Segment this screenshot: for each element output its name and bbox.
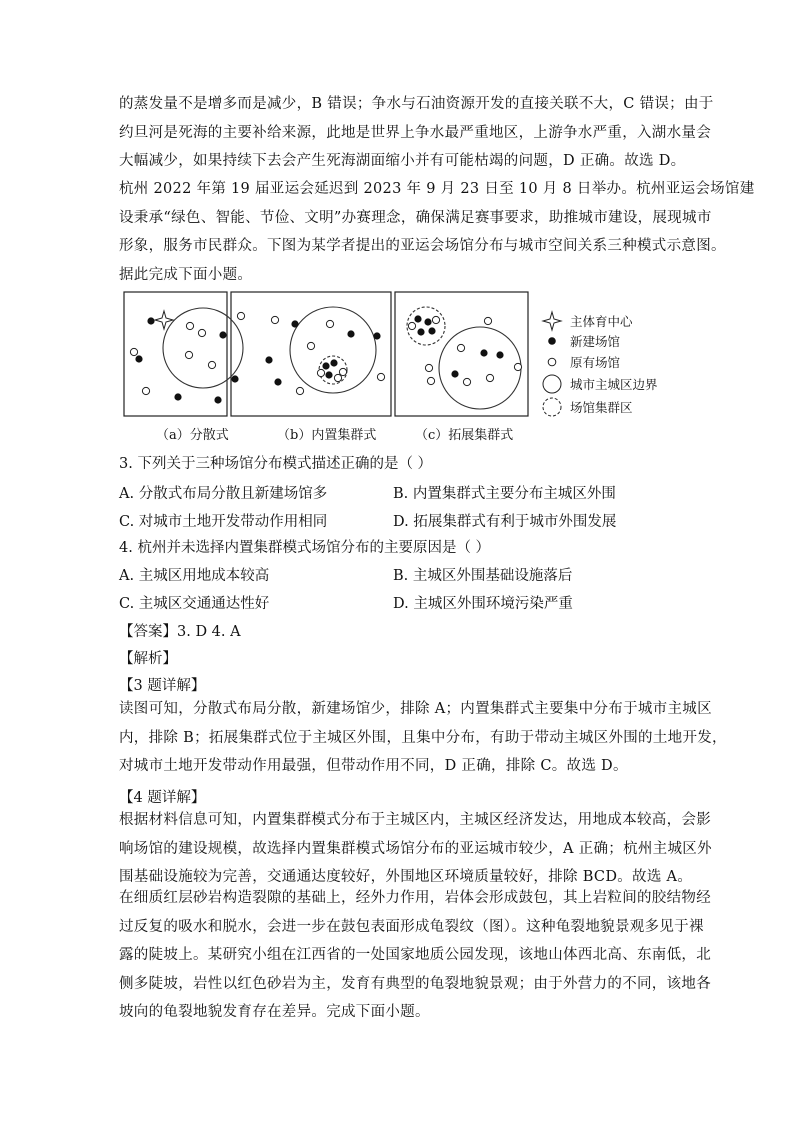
existing-venue (339, 368, 346, 375)
panel-b-frame (231, 292, 391, 416)
text-line: 读图可知，分散式布局分散，新建场馆少，排除 A；内置集群式主要集中分布于城市主城区 (119, 701, 712, 717)
panel-b (265, 307, 384, 395)
q4-stem: 4. 杭州并未选择内置集群模式场馆分布的主要原因是（ ） (119, 540, 491, 556)
text-line: 大幅减少，如果持续下去会产生死海湖面缩小并有可能枯竭的问题，D 正确。故选 D。 (119, 153, 686, 169)
legend-label: 主体育中心 (570, 314, 633, 329)
new-venue (480, 349, 487, 356)
text-line: 侧多陡坡，岩性以红色砂岩为主，发育有典型的龟裂地貌景观；由于外营力的不同，该地各 (119, 975, 711, 992)
existing-venue (425, 364, 432, 371)
q3-option-b: B. 内置集群式主要分布主城区外围 (393, 486, 616, 502)
existing-venue (317, 369, 324, 376)
new-venue (135, 355, 142, 362)
new-venue (274, 378, 281, 385)
q4-option-c: C. 主城区交通通达性好 (119, 596, 270, 612)
new-venue (231, 375, 238, 382)
q4-option-a: A. 主城区用地成本较高 (119, 568, 270, 584)
text-line: 据此完成下面小题。 (119, 266, 253, 283)
existing-venue (186, 322, 193, 329)
main-sports-center-star-icon (155, 311, 173, 329)
existing-venue (208, 361, 215, 368)
filled-dot-icon (548, 337, 556, 345)
new-venue (219, 331, 226, 338)
panel-c (407, 307, 522, 409)
caption-c: （c）拓展集群式 (415, 428, 514, 443)
existing-venue (307, 342, 314, 349)
q3-stem: 3. 下列关于三种场馆分布模式描述正确的是（ ） (119, 456, 433, 472)
text-line: 围基础设施较为完善，交通通达度较好，外围地区环境质量较好，排除 BCD。故选 A。 (119, 869, 693, 885)
new-venue (265, 356, 272, 363)
text-line: 形象，服务市民群众。下图为某学者提出的亚运会场馆分布与城市空间关系三种模式示意图。 (119, 238, 726, 254)
existing-venue (296, 387, 303, 394)
existing-venue (463, 378, 470, 385)
passage-2 (119, 175, 755, 289)
q3-option-d: D. 拓展集群式有利于城市外围发展 (393, 514, 617, 530)
caption-a: （a）分散式 (156, 428, 229, 443)
answer-line: 【答案】3. D 4. A (119, 624, 241, 640)
existing-venue (185, 351, 192, 358)
new-venue (424, 318, 431, 325)
existing-venue (514, 363, 521, 370)
existing-venue (432, 316, 439, 323)
existing-venue (326, 320, 333, 327)
analysis-label: 【解析】 (119, 651, 177, 667)
passage-1 (119, 90, 714, 176)
new-venue (414, 315, 421, 322)
legend-label: 城市主城区边界 (570, 377, 658, 392)
text-line: 在细质红层砂岩构造裂隙的基础上，经外力作用，岩体会形成鼓包，其上岩粒间的胶结物经 (119, 890, 711, 906)
passage-3 (119, 884, 711, 1027)
q3-option-c: C. 对城市土地开发带动作用相同 (119, 514, 328, 530)
text-line: 约旦河是死海的主要补给来源，此地是世界上争水最严重地区，上游争水严重，入湖水量会 (119, 124, 711, 141)
new-venue (322, 362, 329, 369)
open-dot-icon (548, 358, 556, 366)
existing-venue (271, 316, 278, 323)
dashed-circle-icon (543, 398, 561, 416)
detail4-label: 【4 题详解】 (119, 790, 206, 806)
existing-venue (130, 348, 137, 355)
solid-circle-icon (543, 375, 561, 393)
new-venue (417, 328, 424, 335)
text-line: 过反复的吸水和脱水，会进一步在鼓包表面形成龟裂纹（图）。这种龟裂地貌景观多见于裸 (119, 918, 704, 935)
existing-venue (334, 374, 341, 381)
q3-option-a: A. 分散式布局分散且新建场馆多 (119, 486, 328, 502)
legend-label: 场馆集群区 (570, 400, 633, 415)
new-venue (428, 327, 435, 334)
new-venue (330, 359, 337, 366)
q4-option-d: D. 主城区外围环境污染严重 (393, 596, 573, 612)
new-venue (291, 320, 298, 327)
new-venue (214, 396, 221, 403)
text-line: 杭州 2022 年第 19 届亚运会延迟到 2023 年 9 月 23 日至 10 月 8 日举办。杭州亚运会场馆建 (119, 181, 755, 197)
existing-venue (377, 373, 384, 380)
existing-venue (484, 317, 491, 324)
caption-b: （b）内置集群式 (277, 428, 377, 443)
text-line: 设秉承“绿色、智能、节俭、文明”办赛理念，确保满足赛事要求，助推城市建设，展现城市 (119, 209, 712, 226)
detail4-body (119, 806, 712, 892)
text-line: 内，排除 B；拓展集群式位于主城区外围，且集中分布，有助于带动主城区外围的土地开发， (119, 729, 727, 746)
existing-venue (486, 374, 493, 381)
detail3-body (119, 695, 727, 781)
venue-pattern-figure (118, 288, 678, 448)
text-line: 对城市土地开发带动作用最强，但带动作用不同，D 正确，排除 C。故选 D。 (119, 758, 628, 774)
text-line: 根据材料信息可知，内置集群模式分布于主城区内，主城区经济发达，用地成本较高，会影 (119, 812, 711, 828)
new-venue (147, 317, 154, 324)
detail3-label: 【3 题详解】 (119, 678, 206, 694)
q4-option-b: B. 主城区外围基础设施落后 (393, 568, 573, 584)
legend-label: 原有场馆 (570, 355, 621, 370)
new-venue (373, 332, 380, 339)
panel-a (155, 308, 243, 388)
existing-venue (457, 344, 464, 351)
existing-venue (198, 329, 205, 336)
existing-venue (427, 377, 434, 384)
new-venue (174, 393, 181, 400)
city-boundary (439, 327, 521, 409)
legend (543, 312, 658, 416)
new-venue (451, 370, 458, 377)
existing-venue (237, 312, 244, 319)
city-boundary (290, 307, 376, 393)
new-venue (347, 330, 354, 337)
star-icon (543, 312, 561, 330)
legend-label: 新建场馆 (570, 334, 621, 349)
existing-venue (408, 322, 415, 329)
text-line: 的蒸发量不是增多而是减少，B 错误；争水与石油资源开发的直接关联不大，C 错误；由于 (119, 96, 714, 112)
text-line: 坡向的龟裂地貌发育存在差异。完成下面小题。 (119, 1004, 430, 1020)
new-venue (496, 351, 503, 358)
new-venue (325, 371, 332, 378)
existing-venue (142, 387, 149, 394)
text-line: 响场馆的建设规模，故选择内置集群模式场馆分布的亚运城市较少，A 正确；杭州主城区外 (119, 840, 712, 857)
text-line: 露的陡坡上。某研究小组在江西省的一处国家地质公园发现，该地山体西北高、东南低，北 (119, 947, 711, 963)
